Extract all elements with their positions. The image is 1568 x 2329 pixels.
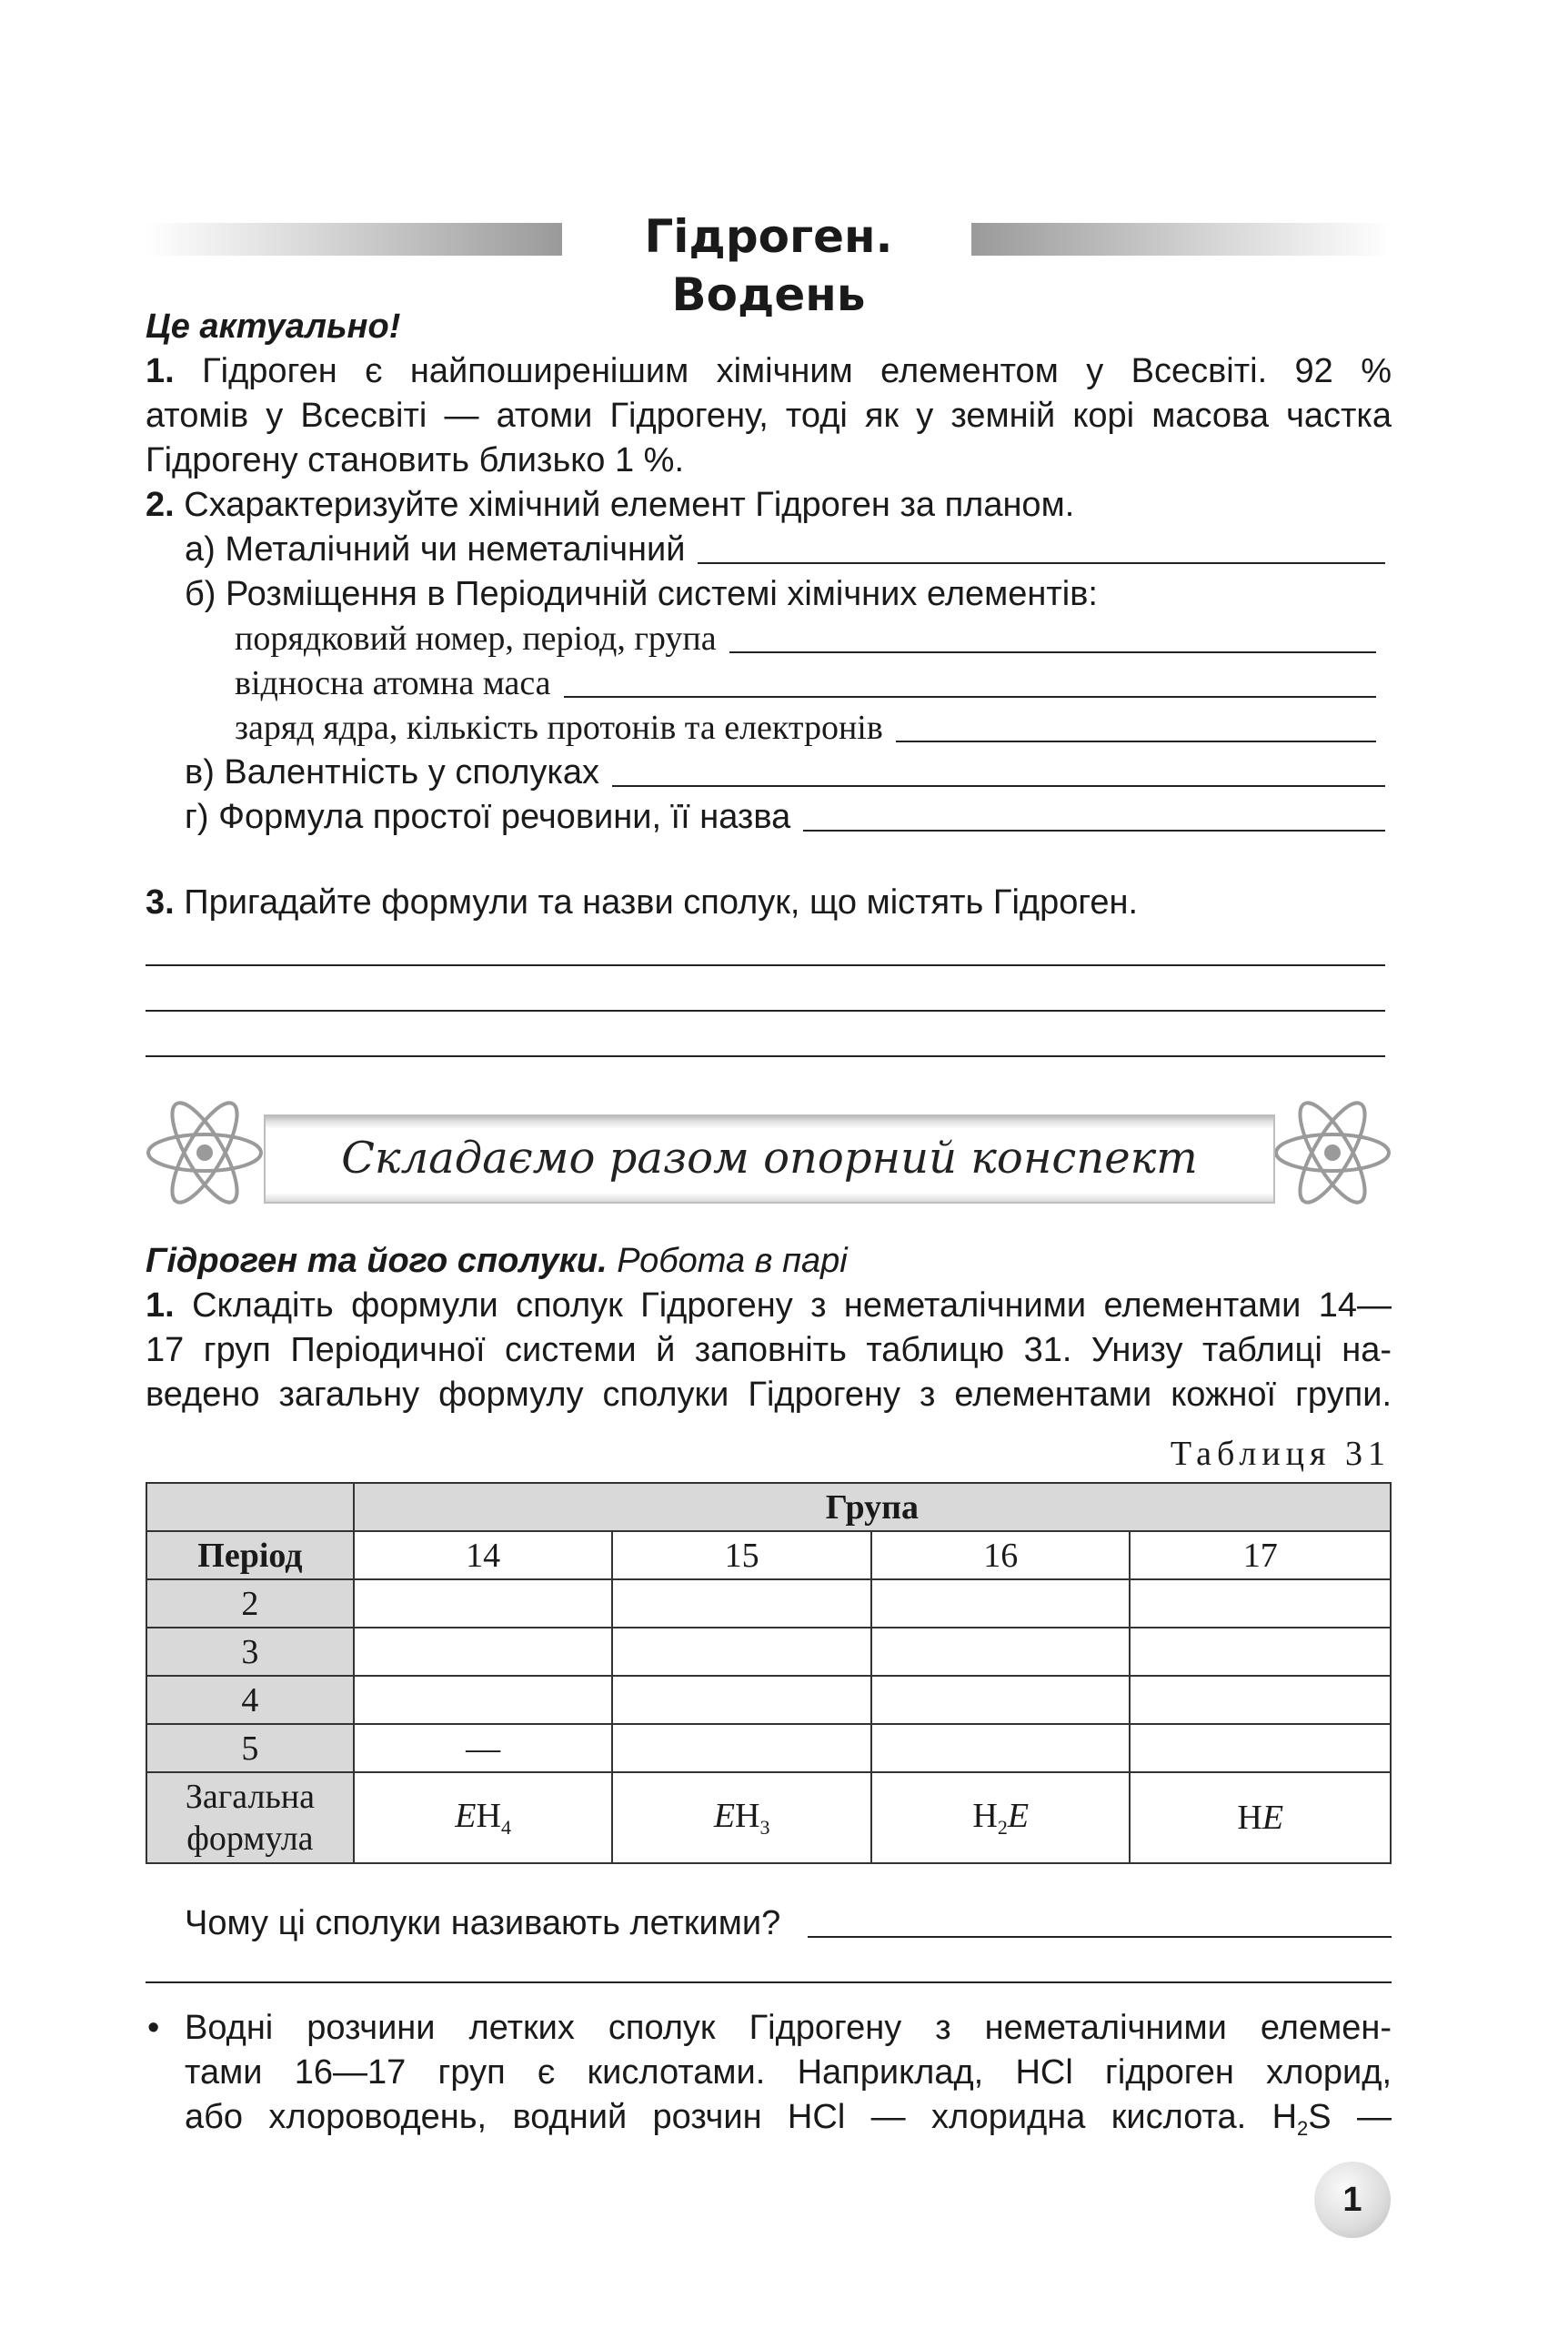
bullet-mark: • [147,2009,160,2047]
formula-cell: $EH_3$ [612,1772,871,1863]
answer-cell[interactable] [871,1724,1131,1772]
item-b2-row [235,661,1376,706]
period-cell: 4 [146,1676,354,1724]
period-cell: 3 [146,1628,354,1676]
answer-cell[interactable] [1130,1628,1391,1676]
answer-line-3[interactable] [146,1055,1385,1057]
bullet-line-3: або хлороводень, водний розчин HCl — хлоридна кислота. $H_2S$ — [185,2098,1392,2140]
section-2-line-1: 1. Складіть формули сполук Гідрогену з неметалічними елементами 14— [146,1286,1392,1325]
answer-cell[interactable] [612,1724,871,1772]
paragraph-1-line-1: 1. Гідроген є найпоширенішим хімічним елементом у Всесвіті. 92 % [146,352,1392,390]
item-c-blank[interactable] [612,785,1385,787]
item-d-blank[interactable] [803,830,1385,832]
title-bar-left [146,223,562,256]
table-formula-row [146,1772,1391,1863]
answer-line-1[interactable] [146,964,1385,966]
table-row [146,1676,1391,1724]
item-b3-blank[interactable] [896,741,1376,742]
answer-cell[interactable] [1130,1676,1391,1724]
group-cell: 17 [1130,1531,1391,1579]
dash-cell: — [354,1724,613,1772]
item-b2-blank[interactable] [564,696,1376,698]
title-bar-right [971,223,1392,256]
question-blank[interactable] [808,1936,1392,1938]
question-row [185,1901,1392,1946]
answer-cell[interactable] [354,1676,613,1724]
formula-cell: HE [1130,1772,1391,1863]
bullet-line-1: Водні розчини летких сполук Гідрогену з неметалічними елемен- [185,2009,1392,2047]
item-b1-blank[interactable] [729,651,1376,653]
answer-cell[interactable] [354,1628,613,1676]
table-corner [146,1483,354,1531]
banner-title: Складаємо разом опорний конспект [341,1133,1198,1184]
table-row [146,1628,1391,1676]
table-31 [146,1482,1392,1864]
item-c-label: в) Валентність у сполуках [185,753,599,791]
question-text: Чому ці сполуки називають леткими? [185,1904,781,1942]
item-c-row [185,751,1385,795]
item-b1-row [235,617,1376,661]
period-header: Період [146,1531,354,1579]
table-row [146,1579,1391,1628]
answer-cell[interactable] [612,1579,871,1628]
section-2-paragraph [146,1284,1392,1417]
period-cell: 2 [146,1579,354,1628]
paragraph-3: 3. Пригадайте формули та назви сполук, що містять Гідроген. [146,883,1139,922]
group-cell: 15 [612,1531,871,1579]
answer-cell[interactable] [871,1676,1131,1724]
formula-cell: $H_2E$ [871,1772,1131,1863]
paragraph-1-line-3: Гідрогену становить близько 1 %. [146,441,685,479]
item-b1-label: порядковий номер, період, група [235,620,717,658]
formula-cell: $EH_4$ [354,1772,613,1863]
item-a-label: а) Металічний чи неметалічний [185,530,686,569]
item-a-blank[interactable] [698,562,1385,564]
period-cell: 5 [146,1724,354,1772]
paragraph-1 [146,349,1392,483]
item-b3-row [235,706,1376,751]
item-b-label: б) Розміщення в Періодичній системі хімічних елементів: [185,575,1098,613]
group-header: Група [354,1483,1391,1531]
table-header-row [146,1483,1391,1531]
answer-cell[interactable] [871,1628,1131,1676]
group-cell: 14 [354,1531,613,1579]
table-caption: Таблиця 31 [1170,1435,1391,1473]
answer-cell[interactable] [1130,1579,1391,1628]
paragraph-2: 2. Схарактеризуйте хімічний елемент Гідроген за планом. [146,486,1075,524]
paragraph-1-line-2: атомів у Всесвіті — атоми Гідрогену, тоді як у земній корі масова частка [146,397,1392,435]
answer-cell[interactable] [612,1628,871,1676]
question-answer-line[interactable] [146,1981,1392,1983]
item-d-row [185,795,1385,840]
answer-cell[interactable] [1130,1724,1391,1772]
answer-cell[interactable] [612,1676,871,1724]
answer-cell[interactable] [354,1579,613,1628]
page-number: 1 [1342,2181,1362,2219]
section-2-line-2: 17 груп Періодичної системи й заповніть таблицю 31. Унизу таблиці на- [146,1331,1392,1369]
table-group-row [146,1531,1391,1579]
answer-cell[interactable] [871,1579,1131,1628]
formula-label: Загальна формула [146,1772,354,1863]
bullet-paragraph [185,2006,1392,2151]
page-title: Гідроген. Водень [644,210,893,321]
atom-icon-left [144,1092,266,1215]
bullet-line-2: тами 16—17 груп є кислотами. Наприклад, HCl гідроген хлорид, [185,2053,1392,2092]
group-cell: 16 [871,1531,1131,1579]
item-b2-label: відносна атомна маса [235,664,551,702]
item-a-row [185,528,1385,572]
section-2-heading: Гідроген та його сполуки. Робота в парі [146,1242,848,1280]
item-b3-label: заряд ядра, кількість протонів та електронів [235,709,883,747]
table-row [146,1724,1391,1772]
section-heading: Це актуально! [146,308,401,346]
item-d-label: г) Формула простої речовини, її назва [185,798,791,836]
section-2-line-3: ведено загальну формулу сполуки Гідрогену з елементами кожної групи. [146,1376,1392,1414]
answer-line-2[interactable] [146,1010,1385,1012]
atom-icon-right [1271,1092,1394,1215]
